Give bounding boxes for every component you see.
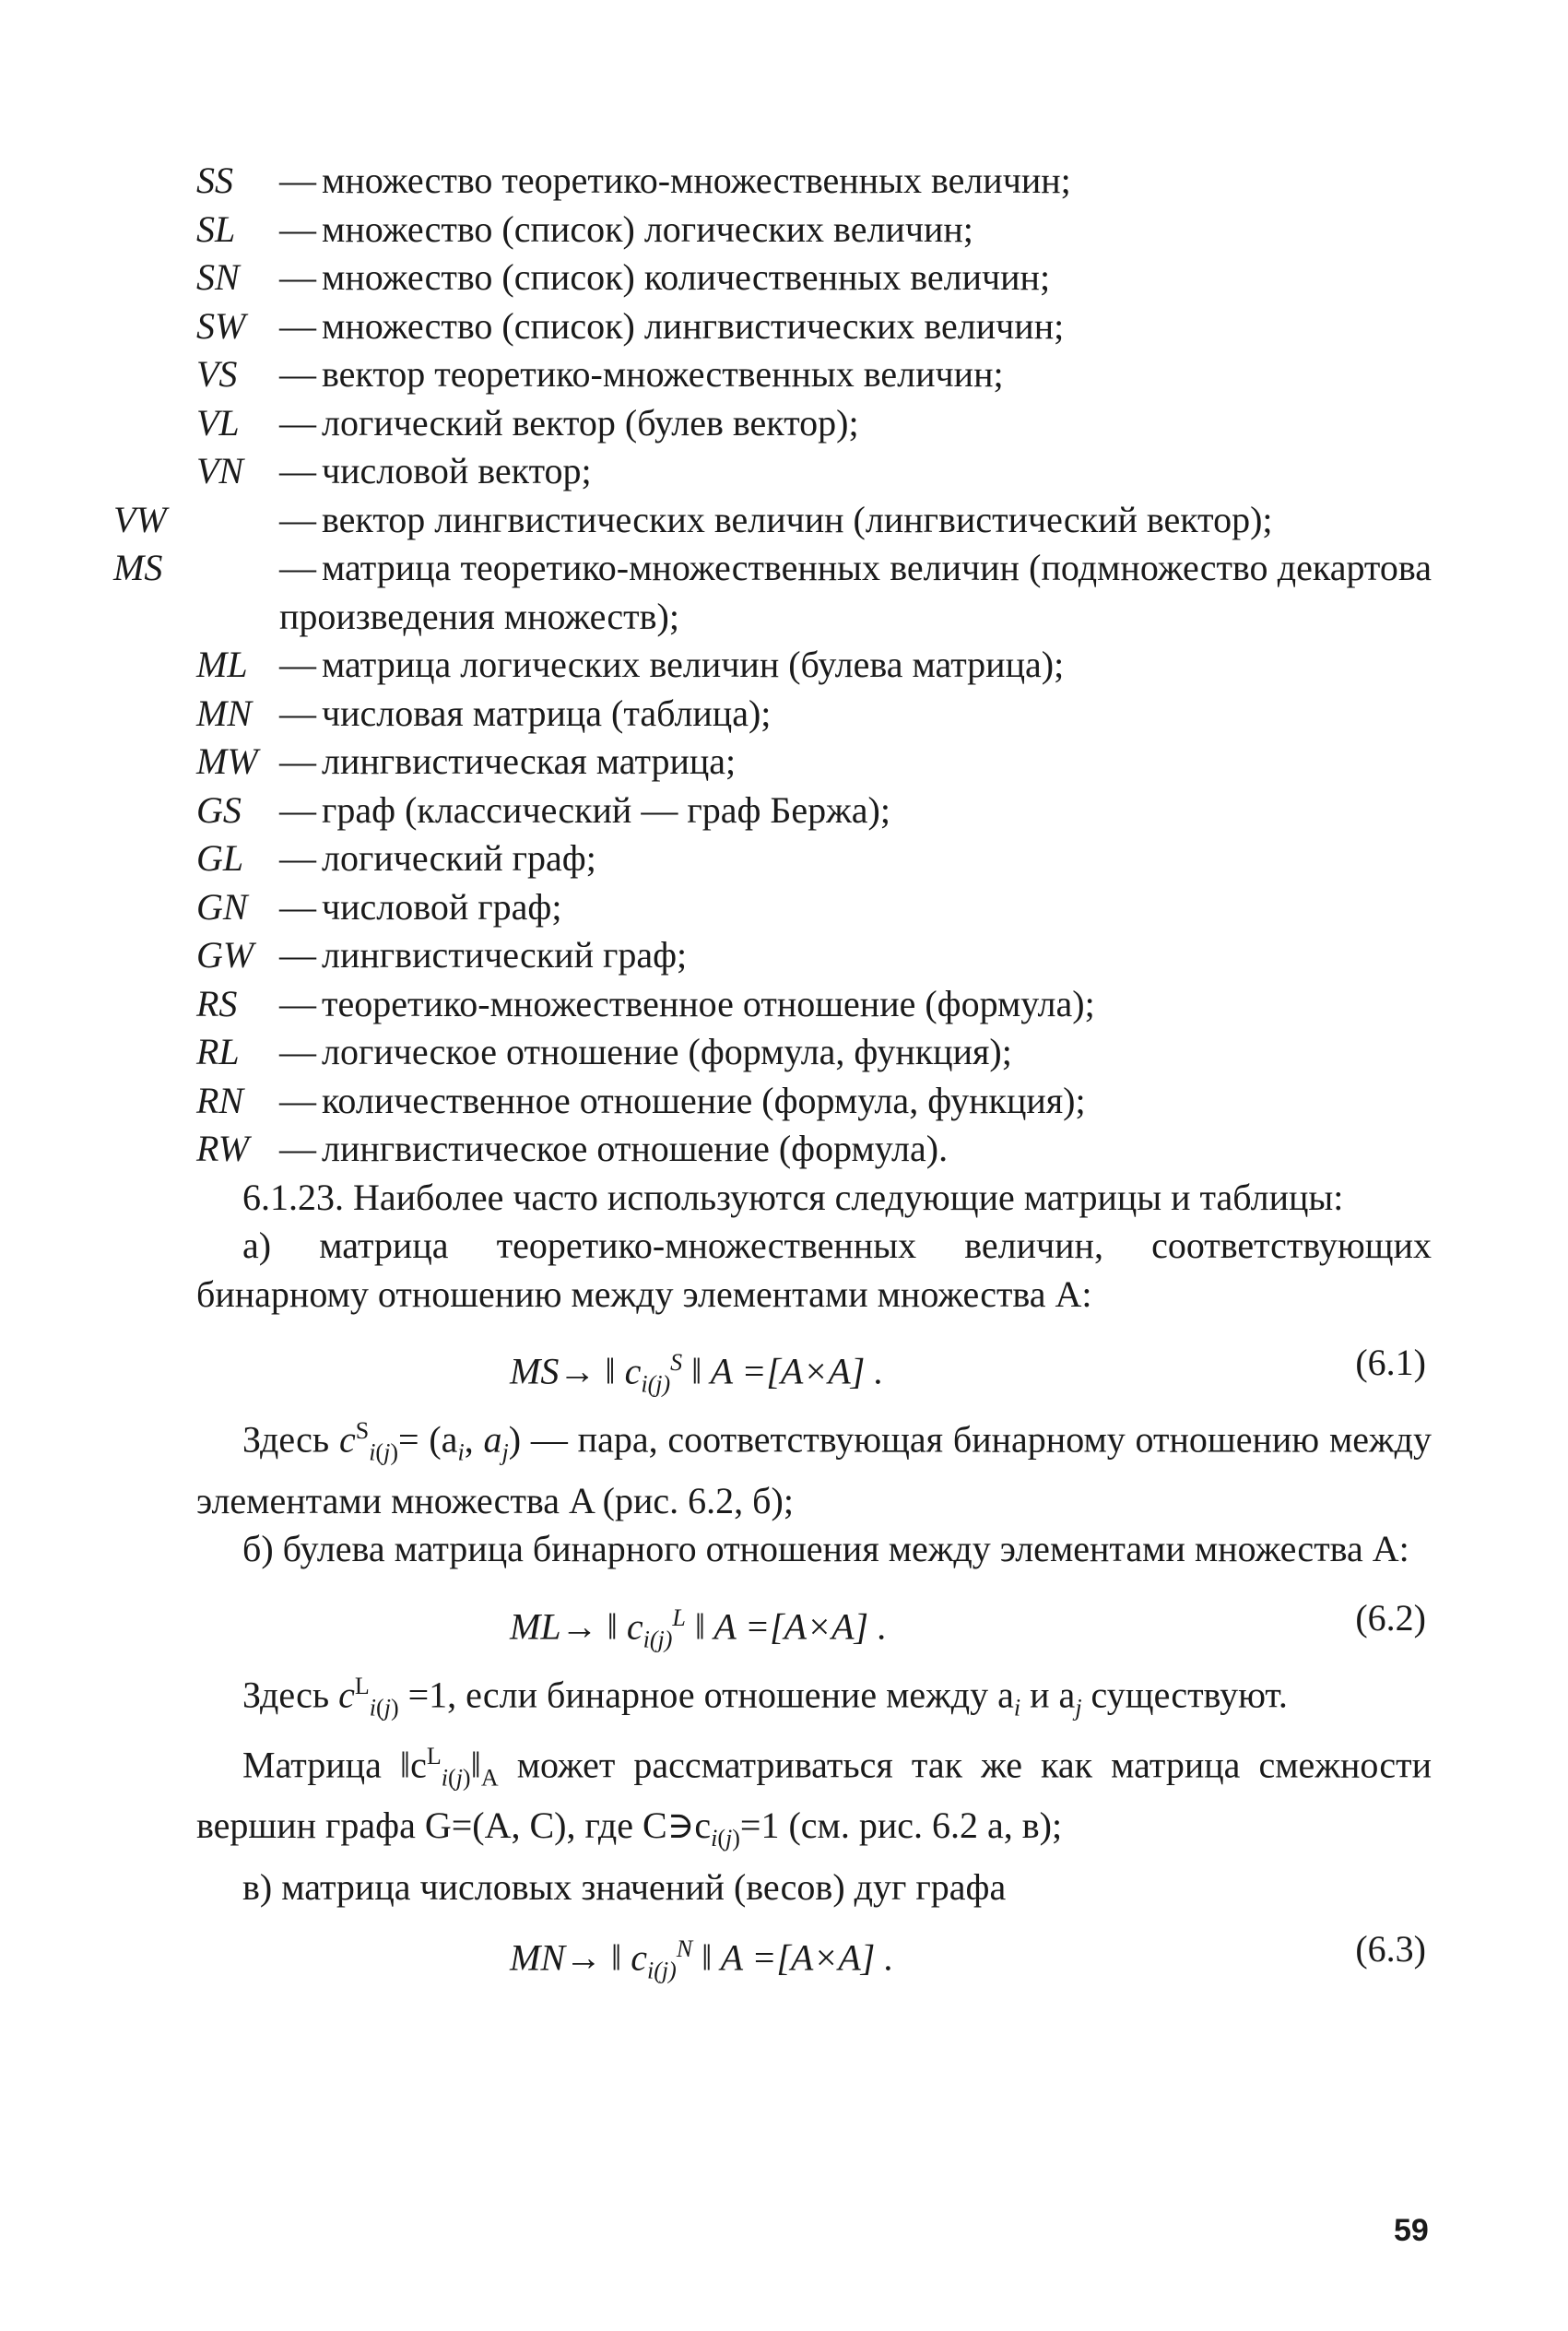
equation-number: (6.3) [1355,1928,1426,1970]
definition-text: множество (список) количественных величин; [322,256,1051,298]
definition-ss: SS — множество теоретико-множественных величин; [196,157,1432,206]
equation-formula: MS→ ‖ $c_{i(j)}^S$ ‖ A =[A×A] . [510,1349,884,1398]
item-a: а) матрица теоретико-множественных величин, соответствующих бинарному отношению между элементами множества A: [196,1225,1432,1315]
definition-mn: MN — числовая матрица (таблица); [196,690,1432,739]
symbol: VL [196,401,240,444]
definition-rl: RL — логическое отношение (формула, функция); [196,1028,1432,1077]
definition-text: множество (список) логических величин; [322,207,973,250]
definition-text: лингвистический граф; [322,934,688,976]
definition-text: числовая матрица (таблица); [322,692,772,734]
symbol: SS [196,160,233,201]
symbol: MW [196,740,258,782]
symbol: MS [113,547,163,588]
definition-gs: GS — граф (классический — граф Бержа); [196,787,1432,835]
definition-ml: ML — матрица логических величин (булева матрица); [196,641,1432,690]
definition-text: множество (список) лингвистических величин; [322,304,1065,347]
definitions-list [113,157,1432,1174]
definition-sl: SL — множество (список) логических величин; [196,206,1432,254]
definition-gn: GN — числовой граф; [196,883,1432,932]
definition-mw: MW — лингвистическая матрица; [196,738,1432,787]
definition-vl: VL — логический вектор (булев вектор); [196,399,1432,448]
symbol: VS [196,353,238,395]
page-body [113,157,1432,1987]
definition-text: вектор теоретико-множественных величин; [322,353,1004,395]
definition-vn: VN — числовой вектор; [196,447,1432,496]
symbol: GL [196,837,244,879]
symbol: GS [196,788,242,831]
equation-number: (6.2) [1355,1596,1426,1639]
symbol: SN [196,256,240,298]
equation-6-3 [196,1911,1432,1987]
definition-text: логический граф; [322,837,596,879]
definition-text: числовой граф; [322,885,562,928]
definition-rn: RN — количественное отношение (формула, функция); [196,1077,1432,1126]
equation-formula: ML→ ‖ $c_{i(j)}^L$ ‖ A =[A×A] . [510,1603,888,1653]
definition-text: теоретико-множественное отношение (формула); [322,982,1095,1024]
definition-vw: VW — вектор лингвистических величин (лингвистический вектор); [196,496,1432,545]
symbol: RS [196,982,238,1024]
definition-text: лингвистическая матрица; [322,740,737,782]
definition-text: множество теоретико-множественных величин; [322,160,1071,201]
definition-text: логический вектор (булев вектор); [322,401,859,444]
item-c: в) матрица числовых значений (весов) дуг графа [242,1865,1007,1908]
definition-vs: VS — вектор теоретико-множественных величин; [196,350,1432,399]
symbol: GN [196,885,248,928]
equation-number: (6.1) [1355,1342,1426,1383]
symbol: RW [196,1128,250,1169]
symbol: VW [113,498,167,540]
section-intro: 6.1.23. Наиболее часто используются следующие матрицы и таблицы: [242,1176,1344,1218]
symbol: SL [196,207,236,250]
symbol: SW [196,304,246,347]
definition-gl: GL — логический граф; [196,834,1432,883]
definition-sn: SN — множество (список) количественных величин; [196,254,1432,302]
definition-gw: GW — лингвистический граф; [196,931,1432,980]
definition-text: вектор лингвистических величин (лингвистический вектор); [322,498,1273,540]
page-number: 59 [1394,2213,1429,2248]
definition-text: граф (классический — граф Бержа); [322,788,890,831]
note-1: Здесь $c^S_{i(j)}= (a_i$, $a_j$) — пара, соответствующая бинарному отношению между элементами множества A (рис. 6.2, б); [196,1417,1432,1521]
symbol: VN [196,450,244,491]
definition-text: числовой вектор; [322,450,592,491]
definition-ms: MS — матрица теоретико-множественных величин (подмножество декартова произведения множеств); [196,544,1432,641]
item-b: б) булева матрица бинарного отношения между элементами множества A: [242,1528,1409,1570]
symbol: MN [196,692,252,734]
symbol: GW [196,934,254,976]
definition-text: матрица теоретико-множественных величин (подмножество декартова произведения множеств); [279,547,1432,637]
symbol: ML [196,644,248,685]
equation-6-1 [196,1319,1432,1407]
definition-text: количественное отношение (формула, функция); [322,1079,1086,1121]
symbol: RN [196,1079,244,1121]
definition-text: лингвистическое отношение (формула). [322,1128,949,1169]
definition-text: матрица логических величин (булева матрица); [322,644,1065,685]
definition-rs: RS — теоретико-множественное отношение (формула); [196,980,1432,1029]
note-2: Здесь $c^L_{i(j)} =1$, если бинарное отношение между $a_i$ и $a_j$ существуют. [242,1672,1288,1722]
definition-text: логическое отношение (формула, функция); [322,1031,1012,1072]
definition-sw: SW — множество (список) лингвистических величин; [196,302,1432,351]
equation-6-2 [196,1574,1432,1662]
matrix-note: Матрица $‖c^L_{i(j)}‖_A$ может рассматриваться так же как матрица смежности вершин графа G=(A, C), где $C∋c_{i(j)}=1$ (см. рис. 6.2 а, в); [196,1742,1432,1852]
symbol: RL [196,1031,240,1072]
equation-formula: MN→ ‖ $c_{i(j)}^N$ ‖ A =[A×A] . [510,1935,894,1984]
definition-rw: RW — лингвистическое отношение (формула). [196,1125,1432,1174]
